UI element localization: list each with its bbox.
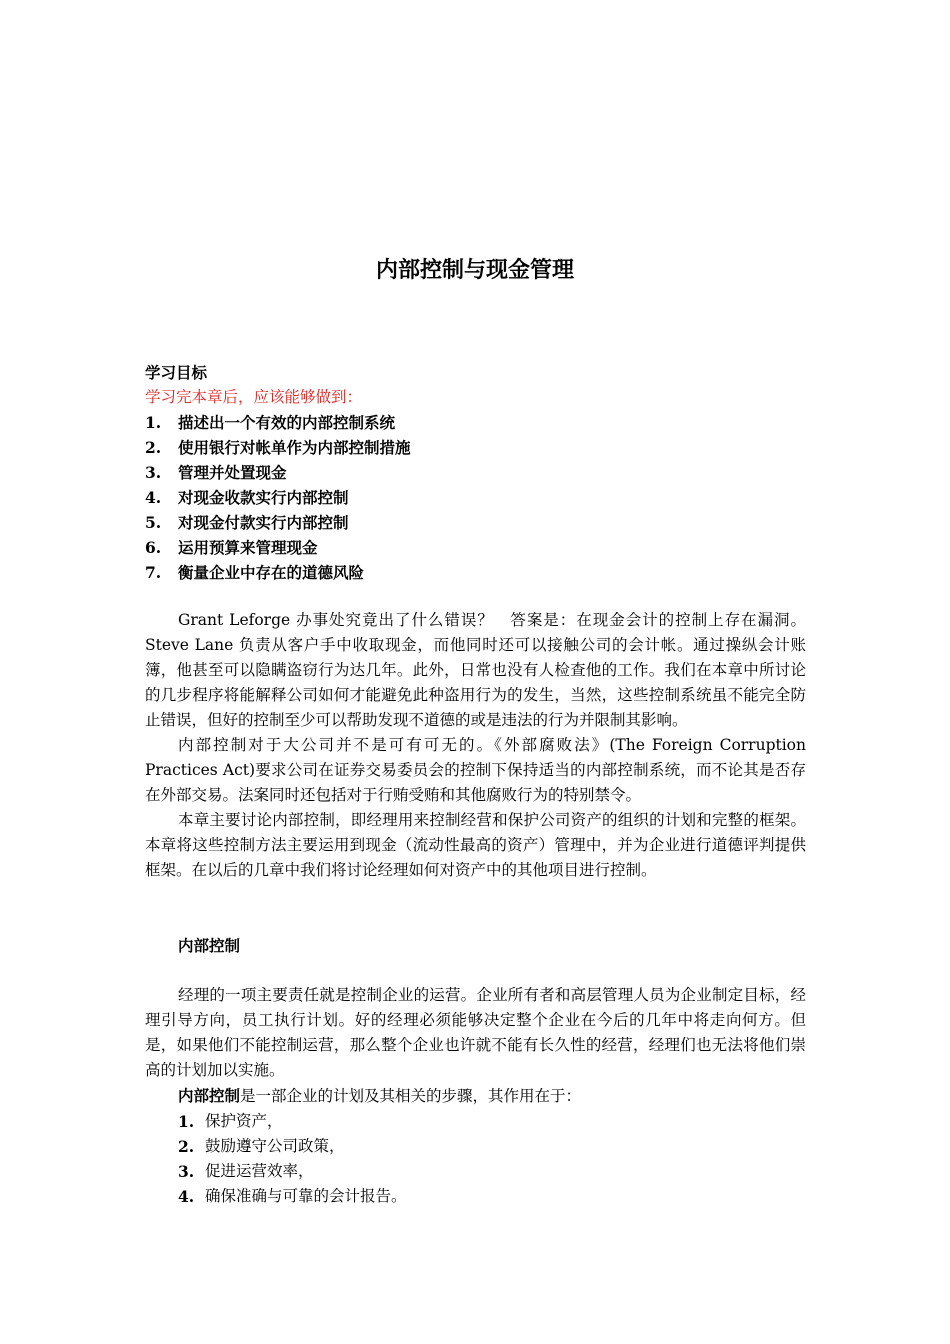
list-number: 5. [145, 513, 162, 532]
list-item [145, 1134, 806, 1159]
list-number: 7. [145, 563, 162, 582]
paragraph: Grant Leforge 办事处究竟出了什么错误？ 答案是：在现金会计的控制上存在漏洞。Steve Lane 负责从客户手中收取现金，而他同时还可以接触公司的会计帐。通过操纵会计账簿，他甚至可以隐瞒盗窃行为达几年。此外，日常也没有人检查他的工作。我们在本章中所讨论的几步程序将能解释公司如何才能避免此种盗用行为的发生，当然，这些控制系统虽不能完全防止错误，但好的控制至少可以帮助发现不道德的或是违法的行为并限制其影响。 [145, 611, 806, 729]
list-number: 2. [145, 438, 162, 457]
list-text: 对现金收款实行内部控制 [178, 488, 349, 507]
list-text: 促进运营效率， [205, 1162, 314, 1180]
list-number: 2. [178, 1137, 195, 1156]
list-text: 描述出一个有效的内部控制系统 [178, 413, 396, 432]
list-item [145, 535, 806, 560]
list-item [145, 460, 806, 485]
definition-paragraph [145, 1083, 806, 1109]
list-item [145, 1109, 806, 1134]
paragraph: 本章主要讨论内部控制，即经理用来控制经营和保护公司资产的组织的计划和完整的框架。本章将这些控制方法主要运用到现金（流动性最高的资产）管理中，并为企业进行道德评判提供框架。在以后的几章中我们将讨论经理如何对资产中的其他项目进行控制。 [145, 811, 806, 879]
objectives-list [145, 410, 806, 585]
list-text: 管理并处置现金 [178, 463, 287, 482]
learning-objectives [145, 360, 806, 585]
list-number: 3. [145, 463, 162, 482]
paragraph: 内部控制对于大公司并不是可有可无的。《外部腐败法》(The Foreign Corruption Practices Act)要求公司在证券交易委员会的控制下保持适当的内部控制系统，而不论其是否存在外部交易。法案同时还包括对于行贿受贿和其他腐败行为的特别禁令。 [145, 736, 806, 804]
list-number: 4. [178, 1187, 195, 1206]
list-item [145, 560, 806, 585]
list-item [145, 485, 806, 510]
list-number: 6. [145, 538, 162, 557]
definition-term: 内部控制 [178, 1086, 241, 1105]
list-text: 使用银行对帐单作为内部控制措施 [178, 438, 411, 457]
list-item [145, 410, 806, 435]
list-number: 3. [178, 1162, 195, 1181]
list-item [145, 1184, 806, 1209]
list-number: 1. [178, 1112, 195, 1131]
objectives-intro: 学习完本章后，应该能够做到： [145, 388, 363, 406]
list-text: 运用预算来管理现金 [178, 538, 318, 557]
objectives-heading: 学习目标 [145, 363, 208, 382]
list-text: 衡量企业中存在的道德风险 [178, 563, 365, 582]
list-item [145, 510, 806, 535]
list-item [145, 1159, 806, 1184]
document-title: 内部控制与现金管理 [375, 257, 574, 283]
list-text: 鼓励遵守公司政策， [205, 1137, 345, 1155]
list-number: 4. [145, 488, 162, 507]
list-number: 1. [145, 413, 162, 432]
list-text: 确保准确与可靠的会计报告。 [205, 1187, 407, 1205]
list-text: 对现金付款实行内部控制 [178, 513, 349, 532]
section-heading: 内部控制 [178, 936, 241, 955]
paragraph: 经理的一项主要责任就是控制企业的运营。企业所有者和高层管理人员为企业制定目标，经理引导方向，员工执行计划。好的经理必须能够决定整个企业在今后的几年中将走向何方。但是，如果他们不能控制运营，那么整个企业也许就不能有长久性的经营，经理们也无法将他们崇高的计划加以实施。 [145, 986, 806, 1079]
purpose-list [145, 1109, 806, 1209]
definition-text: 是一部企业的计划及其相关的步骤，其作用在于： [240, 1087, 582, 1105]
list-item [145, 435, 806, 460]
intro-text [145, 608, 806, 883]
internal-control-section [145, 933, 806, 1209]
list-text: 保护资产， [205, 1112, 283, 1130]
